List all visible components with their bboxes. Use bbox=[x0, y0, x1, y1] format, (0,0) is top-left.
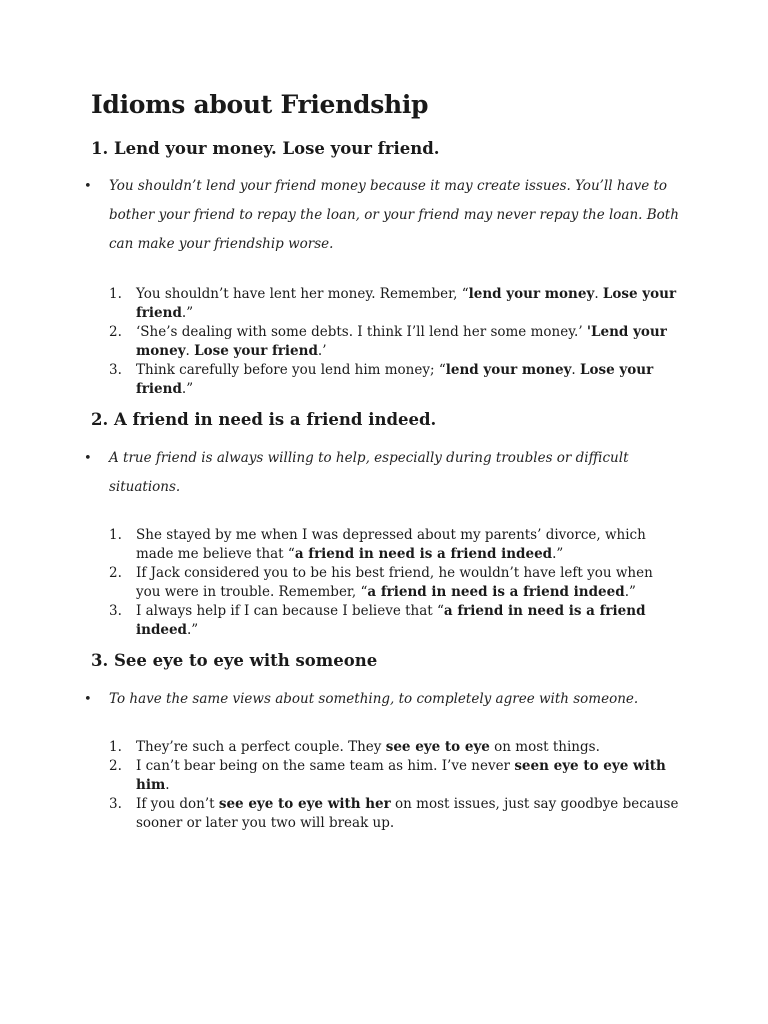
document-title: Idioms about Friendship bbox=[91, 90, 429, 119]
idiom-phrase: a friend in need is a friend indeed bbox=[136, 603, 646, 638]
example-item: 3. If you don’t see eye to eye with her on most issues, just say goodbye because sooner or later you two will break up. bbox=[109, 796, 679, 831]
idiom-phrase: a friend in need is a friend indeed bbox=[367, 584, 625, 600]
idiom-phrase: a friend in need is a friend indeed bbox=[294, 546, 553, 562]
idiom-phrase: seen eye to eye with him bbox=[136, 758, 666, 793]
idiom-phrase: Lose your friend bbox=[136, 362, 654, 397]
definition-text: A true friend is always willing to help, especially during troubles or difficult situations. bbox=[109, 450, 629, 495]
idiom-phrase: see eye to eye bbox=[385, 739, 490, 755]
definition-item bbox=[84, 444, 684, 502]
example-number: 1. bbox=[109, 286, 122, 302]
section-heading: 1. Lend your money. Lose your friend. bbox=[91, 139, 440, 158]
idiom-phrase: Lose your friend bbox=[194, 343, 318, 359]
example-item: 1. You shouldn’t have lent her money. Remember, “lend your money. Lose your friend.” bbox=[109, 286, 677, 321]
example-item: 1. She stayed by me when I was depressed about my parents’ divorce, which made me believe that “a friend in need is a friend indeed.” bbox=[109, 527, 646, 562]
idiom-phrase: lend your money bbox=[445, 362, 572, 378]
example-number: 2. bbox=[109, 758, 122, 774]
example-item: 2. ‘She’s dealing with some debts. I think I’ll lend her some money.’ 'Lend your money. Lose your friend.’ bbox=[109, 324, 667, 359]
example-number: 2. bbox=[109, 565, 122, 581]
idiom-phrase: Lose your friend bbox=[136, 286, 677, 321]
definition-text: To have the same views about something, to completely agree with someone. bbox=[109, 691, 639, 707]
bullet-icon: • bbox=[84, 179, 92, 194]
example-list bbox=[109, 526, 679, 640]
example-item: 2. If Jack considered you to be his best friend, he wouldn’t have left you when you were in trouble. Remember, “a friend in need is a friend indeed.” bbox=[109, 565, 653, 600]
example-number: 3. bbox=[109, 362, 122, 378]
example-list bbox=[109, 738, 679, 833]
idiom-phrase: lend your money bbox=[468, 286, 595, 302]
section-heading: 2. A friend in need is a friend indeed. bbox=[91, 410, 437, 429]
bullet-icon: • bbox=[84, 692, 92, 707]
idiom-phrase: 'Lend your money bbox=[136, 324, 667, 359]
example-item: 3. Think carefully before you lend him money; “lend your money. Lose your friend.” bbox=[109, 362, 654, 397]
idiom-phrase: see eye to eye with her bbox=[218, 796, 391, 812]
bullet-icon: • bbox=[84, 451, 92, 466]
example-number: 3. bbox=[109, 796, 122, 812]
example-item: 1. They’re such a perfect couple. They see eye to eye on most things. bbox=[109, 739, 600, 755]
example-number: 1. bbox=[109, 739, 122, 755]
example-number: 2. bbox=[109, 324, 122, 340]
example-number: 1. bbox=[109, 527, 122, 543]
example-item: 2. I can’t bear being on the same team as him. I’ve never seen eye to eye with him. bbox=[109, 758, 666, 793]
definition-text: You shouldn’t lend your friend money because it may create issues. You’ll have to bother your friend to repay the loan, or your friend may never repay the loan. Both can make your friendship worse. bbox=[109, 178, 679, 252]
section-heading: 3. See eye to eye with someone bbox=[91, 651, 378, 670]
example-number: 3. bbox=[109, 603, 122, 619]
definition-item bbox=[84, 172, 684, 259]
definition-item bbox=[84, 685, 684, 714]
example-item: 3. I always help if I can because I believe that “a friend in need is a friend indeed.” bbox=[109, 603, 646, 638]
example-list bbox=[109, 285, 679, 399]
